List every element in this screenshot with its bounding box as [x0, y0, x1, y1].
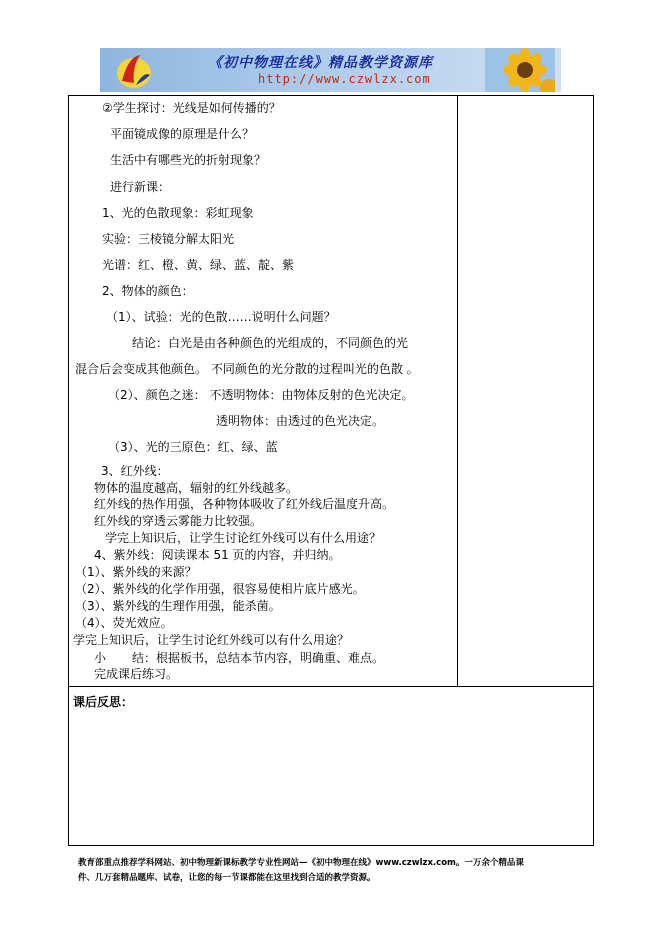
- content-line: 透明物体：由透过的色光决定。: [216, 414, 385, 428]
- sunflower-icon: [485, 48, 555, 92]
- content-line: 平面镜成像的原理是什么？: [110, 127, 255, 141]
- banner-title: 《初中物理在线》精品教学资源库: [208, 55, 433, 71]
- table-row-divider: [68, 686, 594, 687]
- content-line: 物体的温度越高，辐射的红外线越多。: [94, 481, 299, 495]
- content-line: 生活中有哪些光的折射现象？: [110, 153, 267, 167]
- content-line: 2、物体的颜色：: [102, 284, 194, 298]
- content-line: 结论：白光是由各种颜色的光组成的，不同颜色的光: [132, 336, 409, 350]
- footer-line-2: 件、几万套精品题库、试卷，让您的每一节课都能在这里找到合适的教学资源。: [78, 873, 376, 883]
- content-line: 4、紫外线：阅读课本 51 页的内容，并归纳。: [94, 548, 341, 562]
- content-line: （2）、颜色之迷： 不透明物体：由物体反射的色光决定。: [108, 388, 414, 402]
- content-line: 1、光的色散现象：彩虹现象: [102, 206, 254, 220]
- content-line: 混合后会变成其他颜色。 不同颜色的光分散的过程叫光的色散 。: [75, 362, 419, 376]
- summary-label: 小: [94, 651, 107, 665]
- content-line: 红外线的热作用强，各种物体吸收了红外线后温度升高。: [94, 497, 395, 511]
- summary-text: 结：根据板书，总结本节内容，明确重、难点。: [132, 651, 385, 665]
- table-column-divider: [457, 95, 458, 687]
- content-line: ②学生探讨：光线是如何传播的？: [102, 101, 281, 115]
- banner-url[interactable]: http://www.czwlzx.com: [258, 72, 431, 86]
- content-line: （3）、紫外线的生理作用强，能杀菌。: [75, 599, 281, 613]
- content-line: 光谱：红、橙、黄、绿、蓝、靛、紫: [102, 258, 295, 272]
- summary-line: [94, 651, 384, 665]
- content-line: （3）、光的三原色：红、绿、蓝: [108, 440, 278, 454]
- content-line: 学完上知识后，让学生讨论红外线可以有什么用途？: [105, 531, 382, 545]
- header-banner: [100, 48, 561, 92]
- content-line: 3、红外线：: [101, 464, 169, 478]
- site-logo-icon: [114, 51, 154, 91]
- content-line: （2）、紫外线的化学作用强，很容易使相片底片感光。: [75, 582, 365, 596]
- reflection-label: 课后反思：: [73, 695, 134, 709]
- content-line: （4）、荧光效应。: [75, 616, 173, 630]
- content-line: 完成课后练习。: [94, 667, 179, 681]
- content-line: 进行新课：: [110, 180, 171, 194]
- page-footer: [78, 856, 598, 886]
- footer-line-1: 教育部重点推荐学科网站、初中物理新课标教学专业性网站—《初中物理在线》www.czwlzx.com。一万余个精品课: [78, 858, 524, 868]
- content-line: （1）、试验：光的色散……说明什么问题？: [106, 310, 336, 324]
- content-line: 实验：三棱镜分解太阳光: [102, 232, 235, 246]
- content-line: 学完上知识后，让学生讨论红外线可以有什么用途？: [73, 633, 350, 647]
- content-line: 红外线的穿透云雾能力比较强。: [94, 514, 263, 528]
- content-line: （1）、紫外线的来源？: [75, 565, 197, 579]
